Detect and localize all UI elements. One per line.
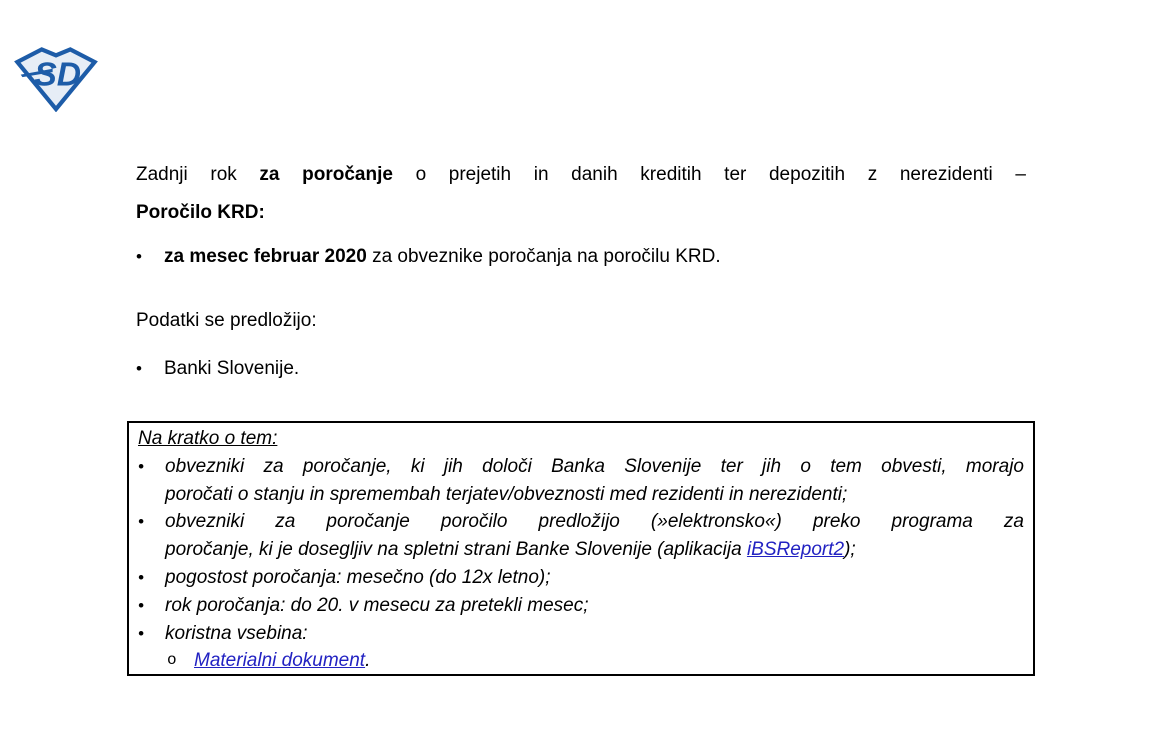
intro-line-2 bbox=[136, 201, 1026, 224]
info-box-bullet-2-line-2-post: ); bbox=[844, 539, 856, 561]
intro-line1-bold: za poročanje bbox=[259, 164, 393, 185]
info-box-bullet-5 bbox=[138, 620, 1024, 648]
info-box-sub-bullet bbox=[167, 647, 1024, 675]
intro-line2-bold: Poročilo KRD: bbox=[136, 202, 265, 223]
info-box-bullet-1-text bbox=[165, 453, 1024, 509]
info-box-bullet-3 bbox=[138, 564, 1024, 592]
info-box-bullet-1 bbox=[138, 453, 1024, 509]
bullet-icon: • bbox=[136, 247, 142, 266]
info-box-bullet-2-text bbox=[165, 508, 1024, 564]
bullet-icon: • bbox=[138, 595, 144, 615]
info-box-bullet-1-line-2: poročati o stanju in spremembah terjatev/obveznosti med rezidenti in nerezidenti; bbox=[165, 483, 848, 505]
ibsreport2-link[interactable]: iBSReport2 bbox=[746, 539, 845, 561]
submission-bullet bbox=[136, 357, 1026, 380]
info-box-title: Na kratko o tem: bbox=[138, 428, 278, 449]
circle-bullet-icon: o bbox=[167, 651, 177, 670]
bullet-icon: • bbox=[138, 567, 144, 587]
materialni-dokument-link[interactable]: Materialni dokument bbox=[194, 650, 366, 672]
bullet-icon: • bbox=[138, 623, 144, 643]
info-box bbox=[127, 421, 1035, 676]
submission-heading: Podatki se predložijo: bbox=[136, 310, 317, 331]
info-box-sub-bullet-text bbox=[194, 647, 1024, 675]
info-box-sub-bullet-post: . bbox=[365, 650, 371, 672]
info-box-bullet-2-line-2 bbox=[165, 536, 1024, 564]
intro-bullet-rest: za obveznike poročanja na poročilu KRD. bbox=[366, 246, 721, 267]
bullet-icon: • bbox=[136, 359, 142, 378]
info-box-bullet-2-line-2-pre: poročanje, ki je dosegljiv na spletni strani Banke Slovenije (aplikacija bbox=[165, 539, 747, 561]
info-box-bullet-2 bbox=[138, 508, 1024, 564]
intro-line1-post: o prejetih in danih kreditih ter depozitih z nerezidenti – bbox=[392, 164, 1026, 185]
logo-text: SD bbox=[34, 56, 82, 94]
intro-line1-pre: Zadnji rok bbox=[136, 164, 260, 185]
intro-bullet-bold: za mesec februar 2020 bbox=[164, 246, 367, 267]
sd-logo-graphic bbox=[14, 44, 98, 112]
sd-logo bbox=[14, 44, 98, 112]
intro-line-1 bbox=[136, 163, 1026, 186]
bullet-icon: • bbox=[138, 512, 144, 532]
info-box-bullet-2-line-1: obvezniki za poročanje poročilo predložijo (»elektronsko«) preko programa za bbox=[165, 511, 1024, 533]
intro-bullet-text bbox=[164, 245, 1026, 268]
info-box-bullet-1-line-1: obvezniki za poročanje, ki jih določi Banka Slovenije ter jih o tem obvesti, morajo bbox=[165, 455, 1024, 477]
info-box-bullet-3-text: pogostost poročanja: mesečno (do 12x letno); bbox=[165, 566, 551, 588]
intro-bullet bbox=[136, 245, 1026, 268]
info-box-bullet-4-text: rok poročanja: do 20. v mesecu za pretekli mesec; bbox=[165, 594, 589, 616]
submission-bullet-text: Banki Slovenije. bbox=[164, 358, 300, 379]
bullet-icon: • bbox=[138, 456, 144, 476]
info-box-bullet-5-text: koristna vsebina: bbox=[165, 622, 308, 644]
info-box-bullet-4 bbox=[138, 592, 1024, 620]
